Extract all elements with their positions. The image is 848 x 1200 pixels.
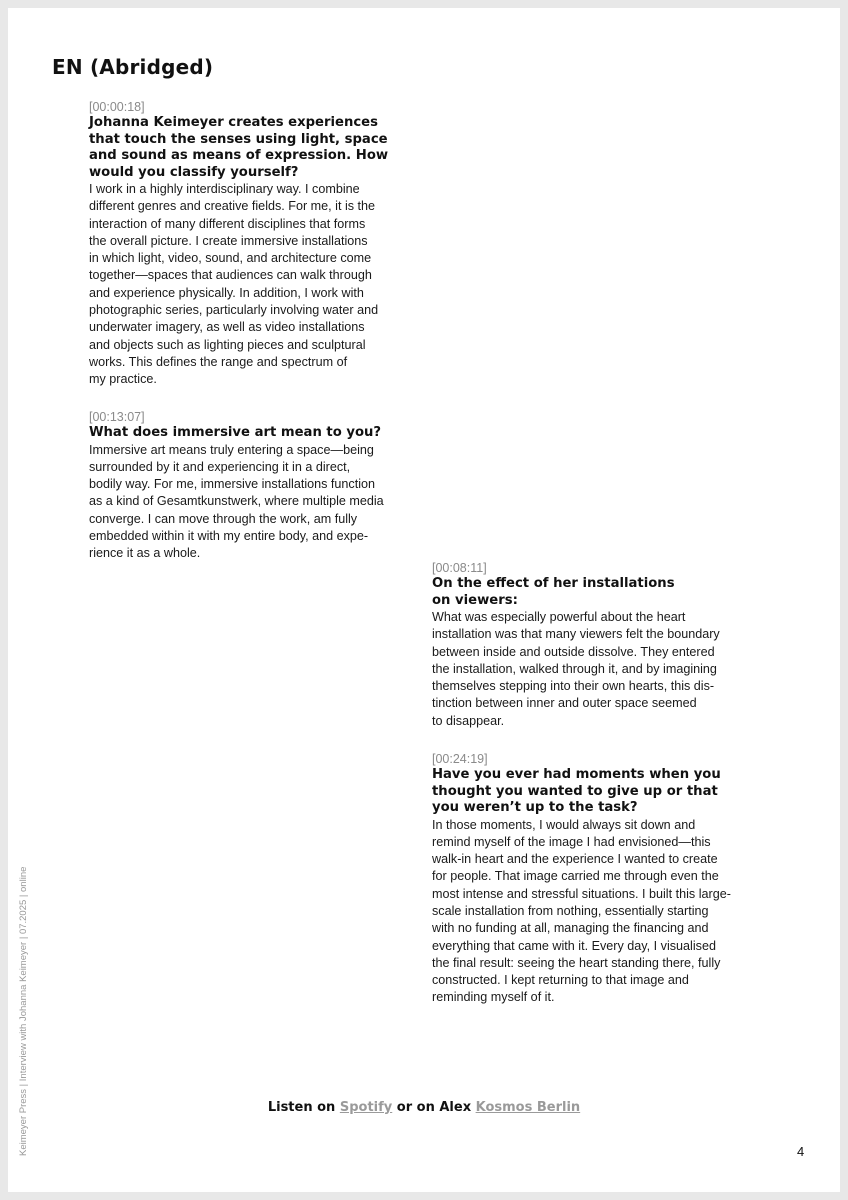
question: Have you ever had moments when you thought you wanted to give up or that you weren’t up to the task?	[432, 767, 721, 815]
spotify-link[interactable]: Spotify	[339, 1100, 393, 1115]
qa-block-2	[89, 409, 419, 563]
timestamp: [00:00:18]	[89, 100, 145, 114]
timestamp: [00:08:11]	[432, 561, 487, 575]
page-number: 4	[797, 1144, 805, 1159]
timestamp: [00:24:19]	[432, 752, 488, 766]
kosmos-berlin-link[interactable]: Kosmos Berlin	[475, 1100, 581, 1115]
qa-block-4	[432, 751, 762, 1007]
side-caption: Keimeyer Press | Interview with Johanna Keimeyer | 07.2025 | online	[18, 866, 29, 1156]
qa-block-1	[89, 99, 419, 389]
listen-footer	[8, 1100, 840, 1115]
answer: In those moments, I would always sit down and remind myself of the image I had envisioned—this walk-in heart and the experience I wanted to create for people. That image carried me through even the most intense and stressful situations. I built this large- scale installation from nothing, essentially starting with no funding at all, managing the financing and everything that came with it. Every day, I visualised the final result: seeing the heart standing there, fully constructed. I kept returning to that image and reminding myself of it.	[432, 817, 731, 1005]
question: On the effect of her installations on viewers:	[432, 576, 675, 608]
footer-text-listen: Listen on	[267, 1100, 340, 1115]
qa-block-3	[432, 560, 762, 730]
question: Johanna Keimeyer creates experiences that touch the senses using light, space and sound as means of expression. How would you classify yourself?	[89, 115, 389, 180]
answer: I work in a highly interdisciplinary way. I combine different genres and creative fields. For me, it is the interaction of many different disciplines that forms the overall picture. I create immersive installations in which light, video, sound, and architecture come together—spaces that audiences can walk through and experience physically. In addition, I work with photographic series, particularly involving water and underwater imagery, as well as video installations and objects such as lighting pieces and sculptural works. This defines the range and spectrum of my practice.	[89, 182, 379, 387]
answer: Immersive art means truly entering a space—being surrounded by it and experiencing it in a direct, bodily way. For me, immersive installations function as a kind of Gesamtkunstwerk, where multiple media converge. I can move through the work, am fully embedded within it with my entire body, and expe- rience it as a whole.	[89, 442, 384, 561]
footer-text-alex: or on Alex	[392, 1100, 476, 1115]
question: What does immersive art mean to you?	[89, 425, 382, 440]
document-page	[8, 8, 840, 1192]
timestamp: [00:13:07]	[89, 410, 145, 424]
page-title: EN (Abridged)	[52, 55, 214, 79]
answer: What was especially powerful about the heart installation was that many viewers felt the boundary between inside and outside dissolve. They entered the installation, walked through it, and by imagining themselves stepping into their own hearts, this dis- tinction between inner and outer space seemed to disappear.	[432, 610, 720, 728]
